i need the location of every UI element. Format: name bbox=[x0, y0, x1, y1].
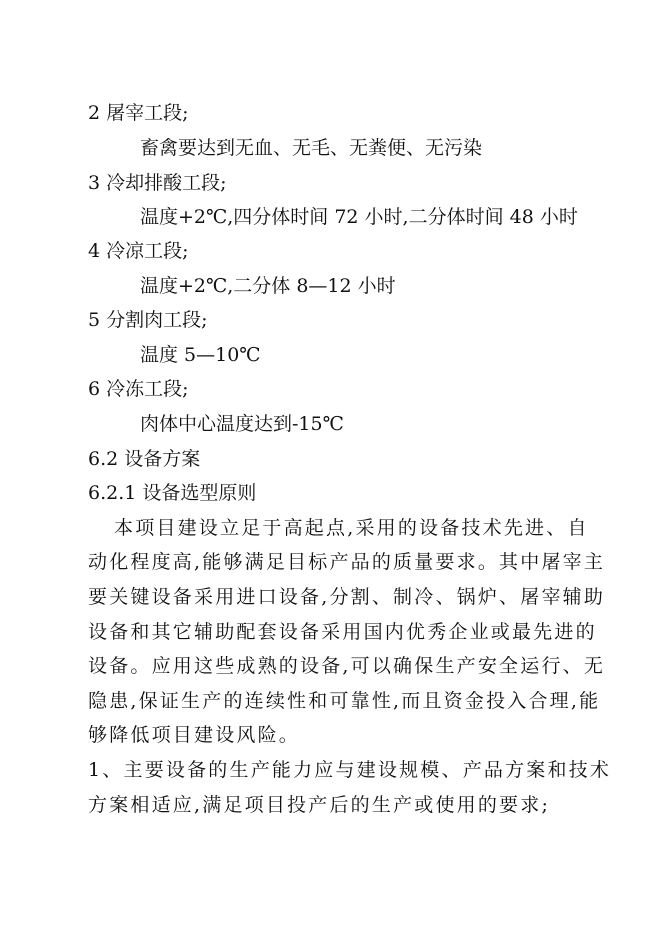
paragraph-line: 动化程度高,能够满足目标产品的质量要求。其中屠宰主 bbox=[88, 551, 606, 573]
item-heading: 4 冷凉工段; bbox=[88, 240, 189, 262]
list-item-line: 1、主要设备的生产能力应与建设规模、产品方案和技术 bbox=[88, 759, 612, 781]
item-detail: 畜禽要达到无血、无毛、无粪便、无污染 bbox=[140, 137, 483, 159]
item-heading: 2 屠宰工段; bbox=[88, 102, 189, 124]
item-detail: 温度+2℃,四分体时间 72 小时,二分体时间 48 小时 bbox=[140, 206, 578, 228]
paragraph-line: 隐患,保证生产的连续性和可靠性,而且资金投入合理,能 bbox=[88, 690, 601, 712]
list-item-line: 方案相适应,满足项目投产后的生产或使用的要求; bbox=[88, 794, 551, 816]
item-detail: 温度 5—10℃ bbox=[140, 344, 261, 366]
subsection-heading: 6.2.1 设备选型原则 bbox=[88, 482, 257, 504]
paragraph-line: 设备。应用这些成熟的设备,可以确保生产安全运行、无 bbox=[88, 655, 606, 677]
item-detail: 肉体中心温度达到-15℃ bbox=[140, 413, 344, 435]
item-heading: 6 冷冻工段; bbox=[88, 378, 189, 400]
paragraph-line: 够降低项目建设风险。 bbox=[88, 724, 301, 746]
paragraph-line: 要关键设备采用进口设备,分割、制冷、锅炉、屠宰辅助 bbox=[88, 586, 606, 608]
paragraph-line: 设备和其它辅助配套设备采用国内优秀企业或最先进的 bbox=[88, 621, 597, 643]
item-heading: 5 分割肉工段; bbox=[88, 309, 208, 331]
item-heading: 3 冷却排酸工段; bbox=[88, 172, 227, 194]
paragraph-line: 本项目建设立足于高起点,采用的设备技术先进、自 bbox=[114, 517, 589, 539]
item-detail: 温度+2℃,二分体 8—12 小时 bbox=[140, 275, 396, 297]
section-heading: 6.2 设备方案 bbox=[88, 448, 201, 470]
